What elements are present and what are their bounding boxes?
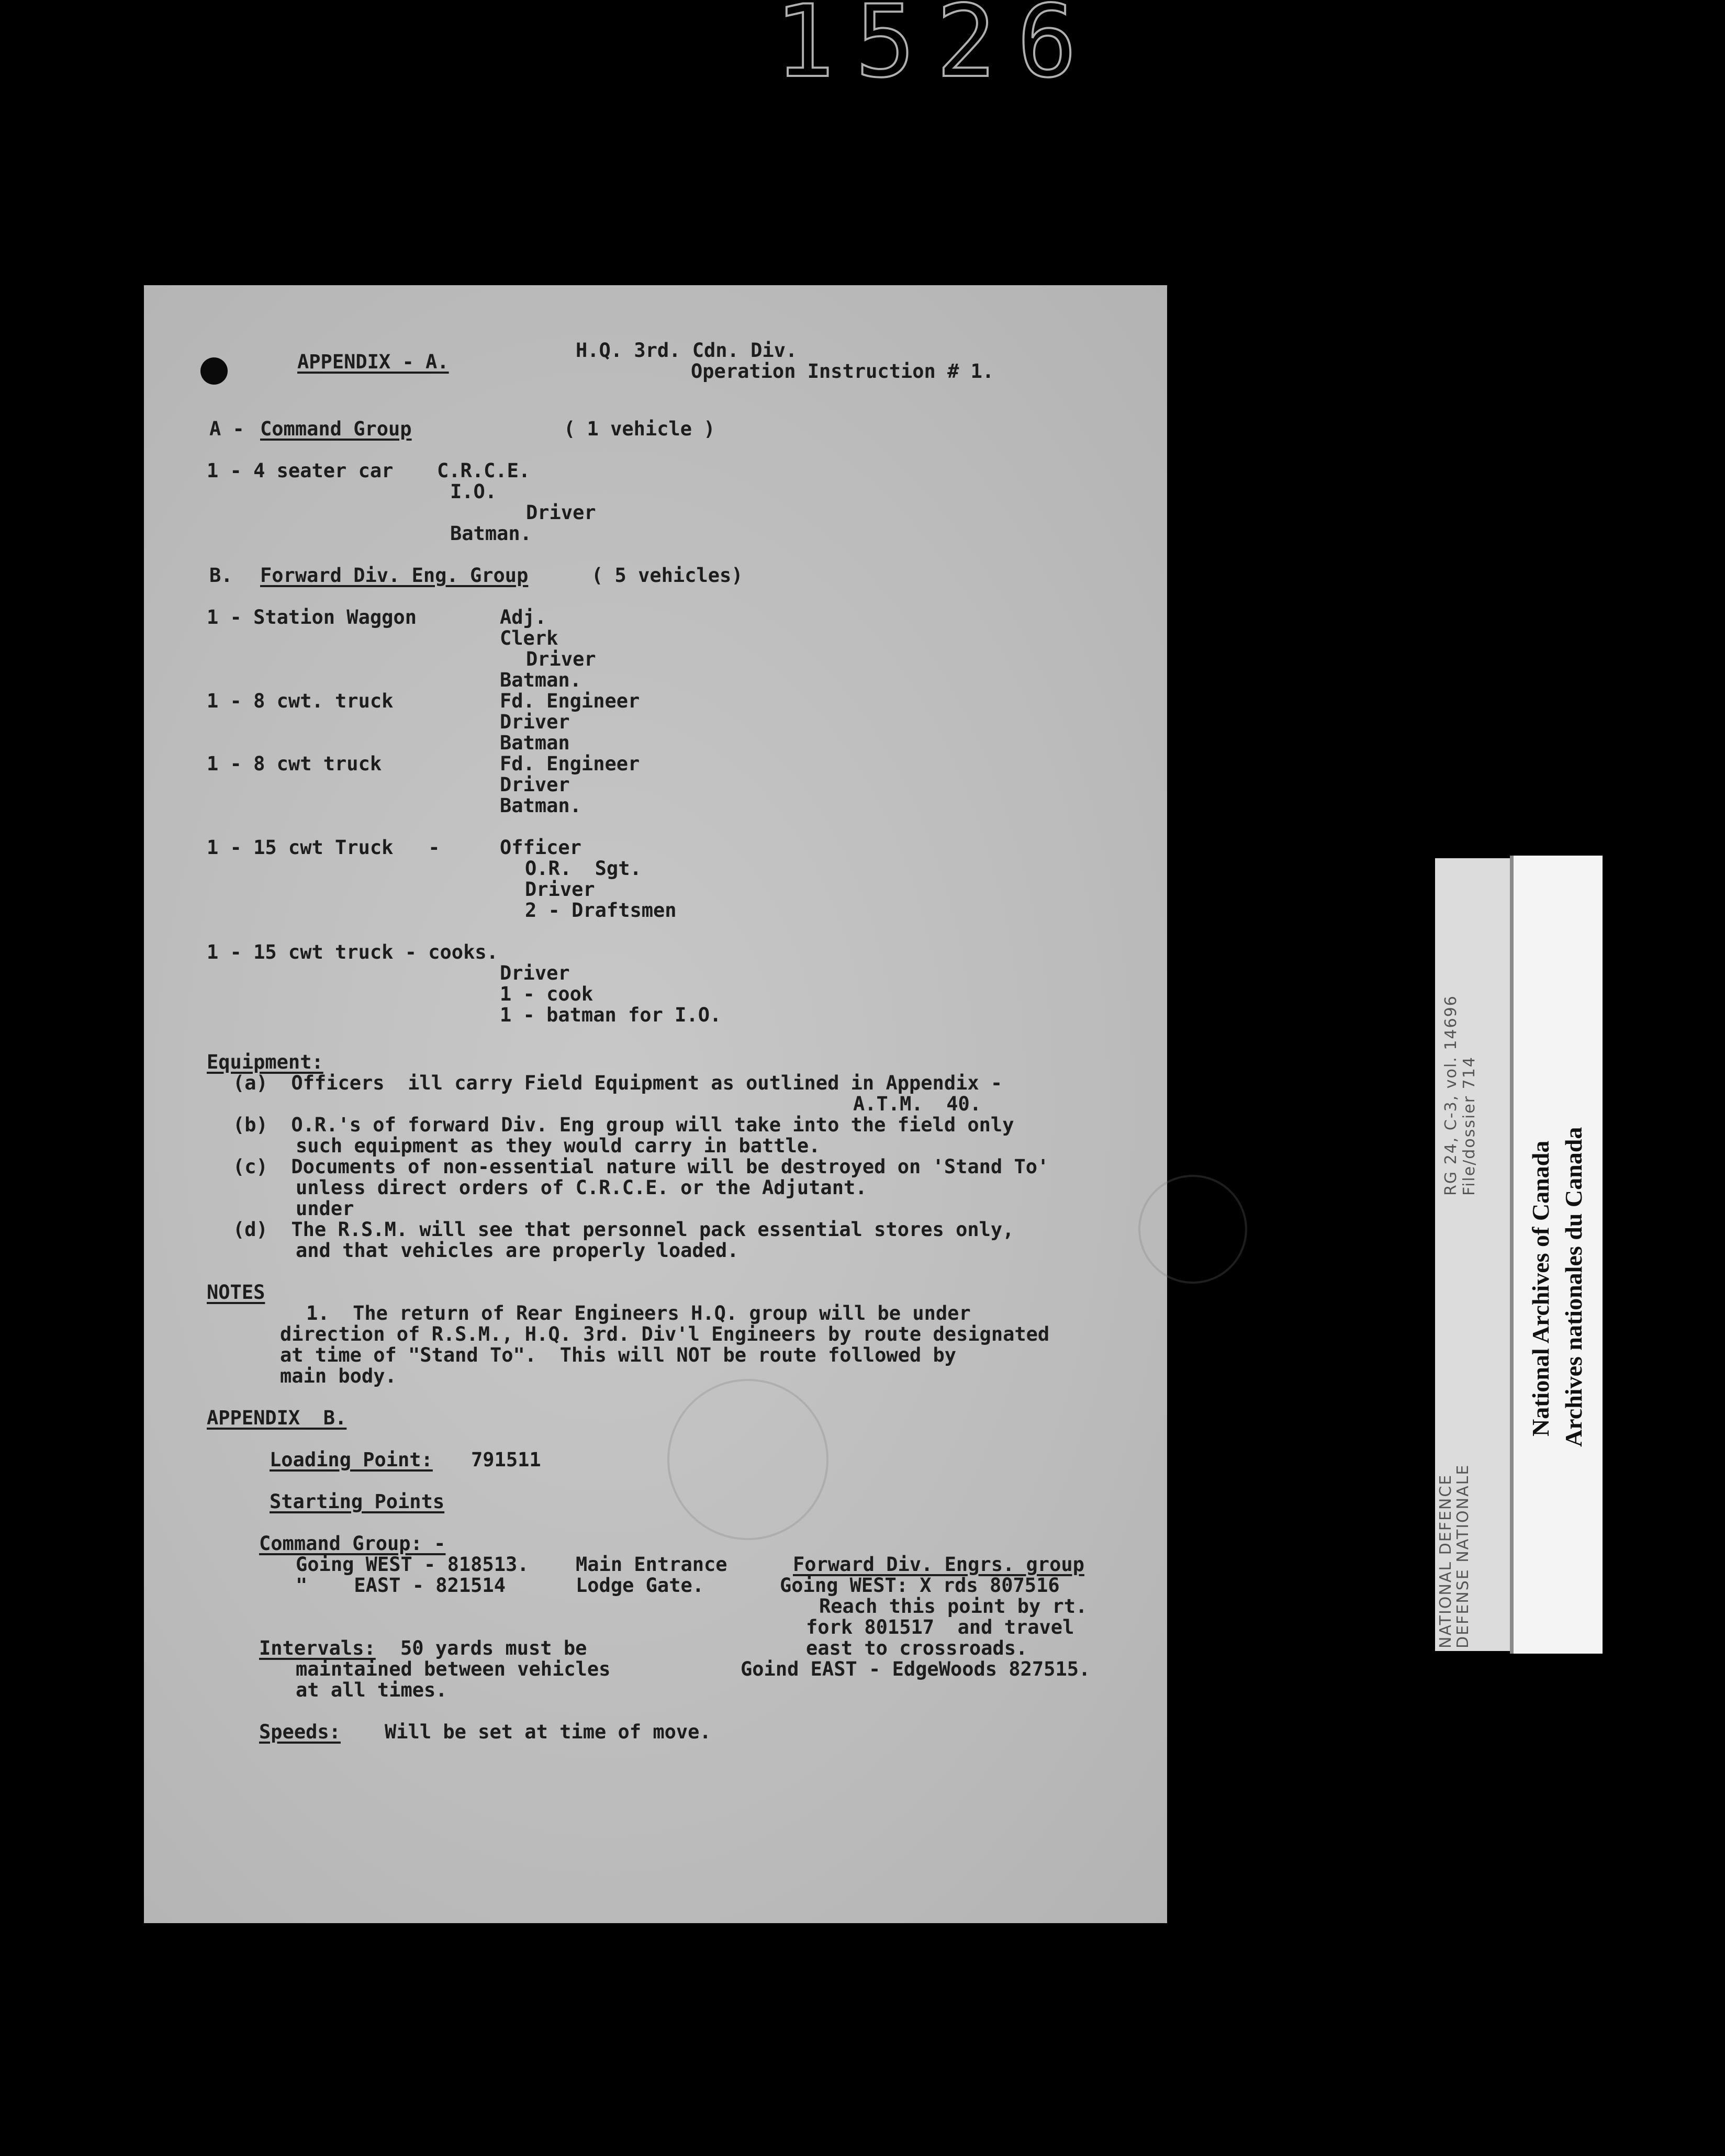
document-line: 1 - 15 cwt Truck - <box>207 836 440 859</box>
document-line: Command Group: - <box>259 1532 446 1555</box>
document-line: at time of "Stand To". This will NOT be route followed by <box>280 1344 957 1366</box>
document-line: Reach this point by rt. <box>819 1595 1088 1618</box>
document-line: under <box>296 1197 354 1220</box>
document-line: Clerk <box>500 627 558 649</box>
document-line: B. <box>209 564 233 587</box>
document-line: 1 - 15 cwt truck - cooks. <box>207 941 498 963</box>
document-line: Adj. <box>500 606 547 628</box>
document-line: Equipment: <box>207 1051 323 1073</box>
document-line: O.R. Sgt. <box>525 857 642 880</box>
document-line: Driver <box>500 773 570 796</box>
document-line: Fd. Engineer <box>500 753 640 775</box>
document-line: Goind EAST - EdgeWoods 827515. <box>741 1658 1091 1680</box>
document-line: Intervals: <box>259 1637 376 1659</box>
document-line: Going WEST: X rds 807516 <box>780 1574 1060 1597</box>
archive-name-french: Archives nationales du Canada <box>1560 1127 1587 1447</box>
document-line: Driver <box>500 711 570 733</box>
document-line: APPENDIX - A. <box>297 351 449 373</box>
document-line: Batman. <box>500 669 581 691</box>
document-line: 1. The return of Rear Engineers H.Q. group will be under <box>306 1302 971 1324</box>
document-line: Loading Point: <box>270 1448 433 1471</box>
archive-ref-line-2: File/dossier 714 <box>1460 1056 1478 1196</box>
document-line: Driver <box>500 962 570 984</box>
document-line: (c) Documents of non-essential nature will be destroyed on 'Stand To' <box>233 1155 1049 1178</box>
document-line: " EAST - 821514 <box>296 1574 506 1597</box>
document-line: unless direct orders of C.R.C.E. or the Adjutant. <box>296 1176 867 1199</box>
document-line: Officer <box>500 836 581 859</box>
document-line: (b) O.R.'s of forward Div. Eng group will take into the field only <box>233 1114 1014 1136</box>
document-line: Driver <box>525 878 595 901</box>
document-line: ( 1 vehicle ) <box>564 418 715 440</box>
document-line: 1 - 4 seater car <box>207 459 394 482</box>
document-line: Starting Points <box>270 1490 445 1513</box>
document-line: 50 yards must be <box>400 1637 587 1659</box>
document-line: 1 - cook <box>500 983 593 1005</box>
document-line: such equipment as they would carry in battle. <box>296 1135 821 1157</box>
document-line: direction of R.S.M., H.Q. 3rd. Div'l Engineers by route designated <box>280 1323 1050 1345</box>
document-line: APPENDIX B. <box>207 1407 347 1429</box>
document-line: Driver <box>526 648 596 670</box>
document-line: Batman. <box>500 794 581 817</box>
document-line: (a) Officers ill carry Field Equipment as outlined in Appendix - <box>233 1072 1003 1094</box>
department-line-1: NATIONAL DEFENCE <box>1437 1474 1455 1648</box>
document-line: Going WEST - 818513. <box>296 1553 529 1576</box>
department-line-2: DEFENSE NATIONALE <box>1454 1464 1472 1648</box>
document-line: Forward Div. Eng. Group <box>260 564 529 587</box>
archive-name-english: National Archives of Canada <box>1527 1140 1554 1436</box>
document-line: Lodge Gate. <box>576 1574 704 1597</box>
document-line: and that vehicles are properly loaded. <box>296 1239 739 1262</box>
document-line: maintained between vehicles <box>296 1658 611 1680</box>
document-line: 1 - batman for I.O. <box>500 1004 722 1026</box>
document-line: 2 - Draftsmen <box>525 899 677 922</box>
document-line: (d) The R.S.M. will see that personnel pack essential stores only, <box>233 1218 1014 1241</box>
faded-stamp <box>667 1379 828 1540</box>
microfilm-frame-number: 1526 <box>775 0 1098 99</box>
document-line: Forward Div. Engrs. group <box>793 1553 1084 1576</box>
document-line: Driver <box>526 501 596 524</box>
document-line: main body. <box>280 1365 397 1387</box>
document-line: 791511 <box>471 1448 541 1471</box>
document-line: at all times. <box>296 1679 447 1701</box>
document-line: Main Entrance <box>576 1553 727 1576</box>
document-line: I.O. <box>450 480 497 503</box>
document-line: Batman. <box>450 522 532 545</box>
document-line: A - <box>209 418 244 440</box>
document-line: 1 - 8 cwt. truck <box>207 690 394 712</box>
document-line: A.T.M. 40. <box>853 1093 982 1115</box>
document-line: fork 801517 and travel <box>806 1616 1074 1638</box>
document-line: Command Group <box>260 418 412 440</box>
punch-hole <box>200 357 228 385</box>
document-line: Operation Instruction # 1. <box>691 360 994 383</box>
document-line: 1 - Station Waggon <box>207 606 417 628</box>
document-line: Batman <box>500 732 570 754</box>
document-line: Will be set at time of move. <box>385 1721 711 1743</box>
document-line: Fd. Engineer <box>500 690 640 712</box>
document-line: east to crossroads. <box>806 1637 1028 1659</box>
document-line: ( 5 vehicles) <box>591 564 743 587</box>
document-line: NOTES <box>207 1281 265 1304</box>
document-line: C.R.C.E. <box>437 459 531 482</box>
faded-stamp <box>1138 1175 1247 1284</box>
document-line: H.Q. 3rd. Cdn. Div. <box>576 339 798 362</box>
document-line: Speeds: <box>259 1721 341 1743</box>
archive-ref-line-1: RG 24, C-3, vol. 14696 <box>1442 995 1460 1196</box>
document-line: 1 - 8 cwt truck <box>207 753 382 775</box>
